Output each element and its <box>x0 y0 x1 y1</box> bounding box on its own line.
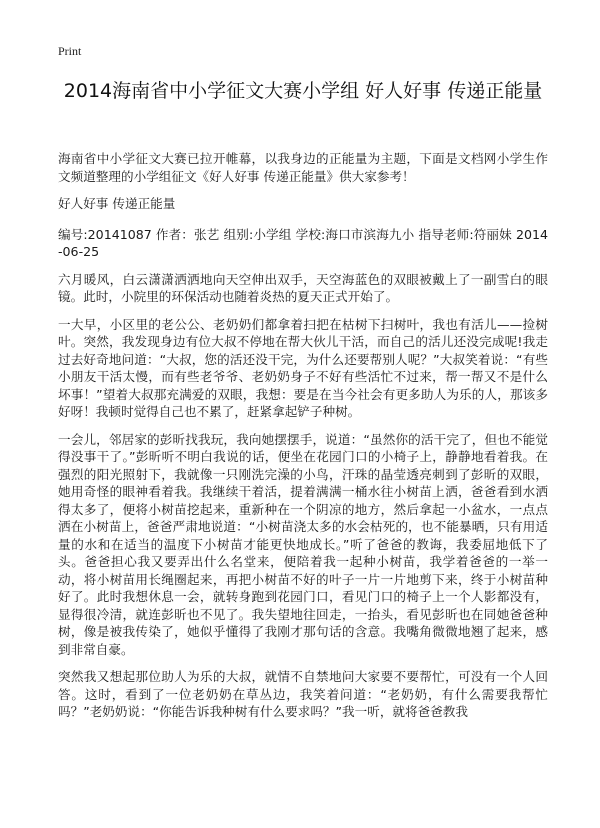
body-paragraph-2: 一大早，小区里的老公公、老奶奶们都拿着扫把在枯树下扫树叶，我也有活儿——捡树叶。突然，我发现身边有位大叔不停地在帮大伙儿干活，而自己的活儿还没完成呢!我走过去好奇地问道：“大叔，您的活还没干完，为什么还要帮别人呢？”大叔笑着说：“有些小朋友干活太慢，而有些老爷爷、老奶奶身子不好有些活忙不过来，帮一帮又不是什么坏事！”望着大叔那充满爱的双眼，我想：要是在当今社会有更多助人为乐的人，那该多好呀！我顿时觉得自己也不累了，赶紧拿起铲子种树。 <box>58 316 548 419</box>
article-body <box>58 150 548 731</box>
article-meta: 编号:20141087 作者：张艺 组别:小学组 学校:海口市滨海九小 指导老师:符丽妹 2014-06-25 <box>58 226 548 259</box>
print-link[interactable]: Print <box>58 44 82 58</box>
body-paragraph-4: 突然我又想起那位助人为乐的大叔，就情不自禁地问大家要不要帮忙，可没有一个人回答。这时，看到了一位老奶奶在草丛边，我笑着问道：“老奶奶，有什么需要我帮忙吗？”老奶奶说：“你能告诉我种树有什么要求吗？”我一听，就将爸爸教我 <box>58 669 548 719</box>
page-title: 2014海南省中小学征文大赛小学组 好人好事 传递正能量 <box>63 80 543 102</box>
article-subtitle: 好人好事 传递正能量 <box>58 196 176 211</box>
intro-paragraph: 海南省中小学征文大赛已拉开帷幕，以我身边的正能量为主题，下面是文档网小学生作文频道整理的小学组征文《好人好事 传递正能量》供大家参考！ <box>58 151 548 184</box>
body-paragraph-3: 一会儿，邻居家的彭昕找我玩，我向她摆摆手，说道：“虽然你的活干完了，但也不能觉得没事干了。”彭昕听不明白我说的话，便坐在花园门口的小椅子上，静静地看着我。在强烈的阳光照射下，我就像一只刚洗完澡的小鸟，汗珠的晶莹透亮刺到了彭昕的双眼，她用奇怪的眼神看着我。我继续干着活，提着满满一桶水往小树苗上洒，爸爸看到水洒得太多了，便将小树苗挖起来，重新种在一个阴凉的地方，然后拿起一小盆水，一点点洒在小树苗上，爸爸严肃地说道：“小树苗浇太多的水会枯死的，也不能暴晒，只有用适量的水和在适当的温度下小树苗才能更快地成长。”听了爸爸的教诲，我委屈地低下了头。爸爸担心我又要弄出什么名堂来，便陪着我一起种小树苗，我学着爸爸的一举一动，将小树苗用长绳圈起来，再把小树苗不好的叶子一片一片地剪下来，终于小树苗种好了。此时我想休息一会，就转身跑到花园门口，看见门口的椅子上一个人影都没有，显得很冷清，就连彭昕也不见了。我失望地往回走，一抬头，看见彭昕也在同她爸爸种树，像是被我传染了，她似乎懂得了我刚才那句话的含意。我嘴角微微地翘了起来，感到非常自豪。 <box>58 431 548 657</box>
body-paragraph-1: 六月暖风，白云潇潇洒洒地向天空伸出双手，天空海蓝色的双眼被戴上了一副雪白的眼镜。此时，小院里的环保活动也随着炎热的夏天正式开始了。 <box>58 271 548 304</box>
